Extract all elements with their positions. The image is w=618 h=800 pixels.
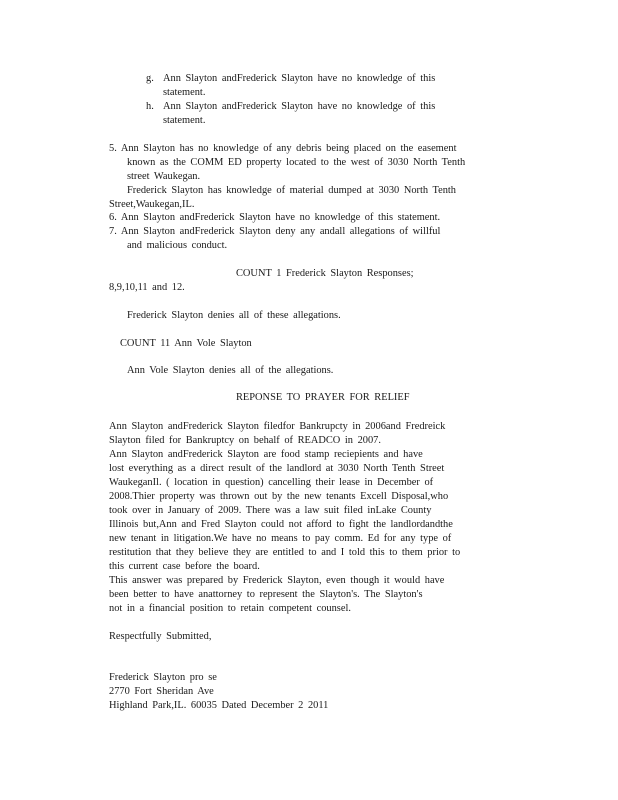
item-g-line-2: statement.	[163, 87, 206, 98]
signature-address: 2770 Fort Sheridan Ave	[109, 686, 214, 697]
item-7-line-1: 7. Ann Slayton andFrederick Slayton deny any andall allegations of willful	[109, 226, 441, 237]
prayer-line: took over in January of 2009. There was a law suit filed inLake County	[109, 505, 432, 516]
item-7-line-2: and malicious conduct.	[127, 240, 228, 251]
prayer-line: lost everything as a direct result of the landlord at 3030 North Tenth Street	[109, 463, 445, 474]
signature-city-date: Highland Park,IL. 60035 Dated December 2 2011	[109, 700, 329, 711]
item-g-marker: g.	[146, 73, 154, 84]
item-5-line-5: Street,Waukegan,IL.	[109, 199, 195, 210]
closing: Respectfully Submitted,	[109, 631, 212, 642]
prayer-line: been better to have anattorney to represent the Slayton's. The Slayton's	[109, 589, 423, 600]
prayer-line: WaukeganIl. ( location in question) cancelling their lease in December of	[109, 477, 434, 488]
item-h-line-1: Ann Slayton andFrederick Slayton have no knowledge of this	[163, 101, 436, 112]
count-11-response: Ann Vole Slayton denies all of the allegations.	[127, 365, 334, 376]
item-h-marker: h.	[146, 101, 154, 112]
prayer-line: This answer was prepared by Frederick Slayton, even though it would have	[109, 575, 445, 586]
prayer-line: new tenant in litigation.We have no means to pay comm. Ed for any type of	[109, 533, 452, 544]
item-5-line-4: Frederick Slayton has knowledge of material dumped at 3030 North Tenth	[127, 185, 456, 196]
count-1-response: Frederick Slayton denies all of these allegations.	[127, 310, 341, 321]
prayer-line: not in a financial position to retain competent counsel.	[109, 603, 351, 614]
prayer-line: restitution that they believe they are entitled to and I told this to them prior to	[109, 547, 461, 558]
item-6: 6. Ann Slayton andFrederick Slayton have no knowledge of this statement.	[109, 212, 441, 223]
prayer-line: Slayton filed for Bankruptcy on behalf of READCO in 2007.	[109, 435, 381, 446]
count-1-items: 8,9,10,11 and 12.	[109, 282, 185, 293]
item-5-line-2: known as the COMM ED property located to the west of 3030 North Tenth	[127, 157, 466, 168]
prayer-heading: REPONSE TO PRAYER FOR RELIEF	[236, 392, 410, 403]
prayer-line: Ann Slayton andFrederick Slayton filedfor Bankrupcty in 2006and Fredreick	[109, 421, 446, 432]
prayer-line: Illinois but,Ann and Fred Slayton could not afford to fight the landlordandthe	[109, 519, 453, 530]
item-h-line-2: statement.	[163, 115, 206, 126]
signature-name: Frederick Slayton pro se	[109, 672, 217, 683]
count-11-heading: COUNT 11 Ann Vole Slayton	[120, 338, 252, 349]
prayer-line: this current case before the board.	[109, 561, 260, 572]
item-5-line-1: 5. Ann Slayton has no knowledge of any debris being placed on the easement	[109, 143, 457, 154]
prayer-line: Ann Slayton andFrederick Slayton are food stamp reciepients and have	[109, 449, 423, 460]
item-g-line-1: Ann Slayton andFrederick Slayton have no knowledge of this	[163, 73, 436, 84]
item-5-line-3: street Waukegan.	[127, 171, 201, 182]
prayer-line: 2008.Thier property was thrown out by the new tenants Excell Disposal,who	[109, 491, 449, 502]
count-1-heading: COUNT 1 Frederick Slayton Responses;	[236, 268, 414, 279]
